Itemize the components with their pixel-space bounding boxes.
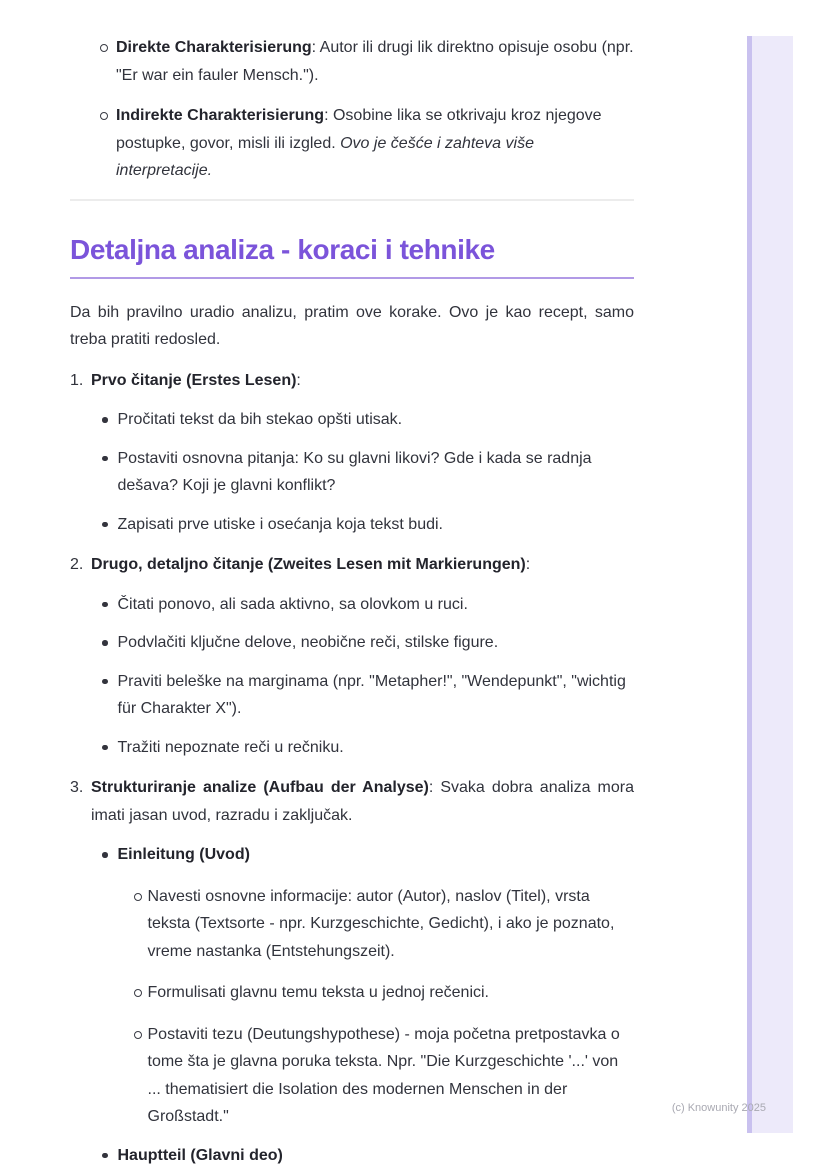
- dot-bullet-icon: [102, 640, 108, 646]
- step-1: [70, 367, 634, 539]
- bullet-text: Čitati ponovo, ali sada aktivno, sa olovkom u ruci.: [117, 595, 468, 613]
- list-item: [70, 34, 634, 89]
- list-item: [70, 102, 634, 185]
- step-title-rest: :: [296, 371, 301, 389]
- step-title-rest: :: [525, 556, 531, 573]
- circle-text: Formulisati glavnu temu teksta u jednoj rečenici.: [147, 984, 489, 1001]
- bullet-item: [70, 406, 634, 434]
- term-note-italic: Ovo je češće i zahteva više interpretacije.: [116, 134, 534, 179]
- subsection-title-bold: Hauptteil (Glavni deo): [117, 1146, 283, 1164]
- subsection-title: [118, 1142, 635, 1170]
- dot-bullet-icon: [102, 456, 108, 462]
- dot-bullet-icon: [102, 602, 108, 608]
- subsection-title-bold: Einleitung (Uvod): [117, 846, 250, 863]
- term-bold: Indirekte Charakterisierung: [116, 107, 325, 124]
- step-3-subsections: [70, 841, 634, 1169]
- bullet-item: [70, 591, 634, 619]
- step-title: [91, 367, 634, 395]
- term-bold: Direkte Charakterisierung: [116, 39, 312, 56]
- section-heading: Detaljna analiza - koraci i tehnike: [70, 233, 634, 279]
- step-2: [70, 551, 634, 761]
- right-accent-bar: [747, 36, 793, 1133]
- characterization-list: [70, 34, 634, 185]
- subsection-body: [118, 841, 635, 1131]
- dot-bullet-icon: [102, 1153, 108, 1159]
- bullet-item: [70, 734, 634, 762]
- subsection-einleitung: [70, 841, 634, 1131]
- step-1-bullets: [70, 406, 634, 538]
- bullet-text: Pročitati tekst da bih stekao opšti utisak.: [117, 411, 403, 428]
- circle-bullet-icon: [134, 1031, 142, 1039]
- step-number: 1.: [70, 371, 84, 389]
- dot-bullet-icon: [102, 745, 108, 751]
- list-item-text: [116, 34, 634, 89]
- bullet-text: Postaviti osnovna pitanja: Ko su glavni likovi? Gde i kada se radnja dešava? Koji je glavni konflikt?: [117, 449, 592, 494]
- circle-item: [118, 1021, 635, 1131]
- bullet-text: Tražiti nepoznate reči u rečniku.: [117, 738, 344, 756]
- bullet-text: Podvlačiti ključne delove, neobične reči, stilske figure.: [117, 634, 499, 651]
- bullet-text: Praviti beleške na marginama (npr. "Metapher!", "Wendepunkt", "wichtig für Charakter X").: [117, 672, 626, 717]
- circle-bullet-icon: [100, 44, 108, 52]
- subsection-title: [118, 841, 635, 869]
- step-3: [70, 774, 634, 1169]
- circle-bullet-icon: [100, 112, 108, 120]
- dot-bullet-icon: [102, 679, 108, 685]
- circle-item: [118, 883, 635, 966]
- dot-bullet-icon: [102, 852, 108, 858]
- step-title-rest: : Svaka dobra analiza mora imati jasan uvod, razradu i zaključak.: [91, 779, 634, 824]
- step-2-bullets: [70, 591, 634, 762]
- step-number: 2.: [70, 556, 84, 573]
- einleitung-circle-list: [118, 883, 635, 1131]
- bullet-item: [70, 445, 634, 500]
- bullet-item: [70, 668, 634, 723]
- dot-bullet-icon: [102, 417, 108, 423]
- circle-bullet-icon: [134, 893, 142, 901]
- step-head: [70, 367, 634, 395]
- subsection-hauptteil: [70, 1142, 634, 1170]
- circle-bullet-icon: [134, 989, 142, 997]
- circle-text: Navesti osnovne informacije: autor (Autor), naslov (Titel), vrsta teksta (Textsorte - npr. Kurzgeschichte, Gedicht), i ako je poznato, vreme nastanka (Entstehungszeit).: [147, 887, 615, 960]
- page-content: [70, 0, 634, 1169]
- bullet-text: Zapisati prve utiske i osećanja koja tekst budi.: [117, 515, 443, 533]
- step-title: [91, 551, 634, 579]
- section-divider: [70, 199, 634, 201]
- step-title-bold: Strukturiranje analize (Aufbau der Analyse): [91, 779, 429, 796]
- dot-bullet-icon: [102, 522, 108, 528]
- circle-text: Postaviti tezu (Deutungshypothese) - moja početna pretpostavka o tome šta je glavna poruka teksta. Npr. "Die Kurzgeschichte '...' von ... thematisiert die Isolation des modernen Menschen in der Großstadt.": [147, 1025, 620, 1125]
- term-description: : Osobine lika se otkrivaju kroz njegove postupke, govor, misli ili izgled.: [116, 107, 602, 152]
- analysis-steps-list: [70, 367, 634, 1170]
- copyright-watermark: (c) Knowunity 2025: [671, 1102, 766, 1114]
- step-title-bold: Prvo čitanje (Erstes Lesen): [91, 371, 297, 389]
- step-title-bold: Drugo, detaljno čitanje (Zweites Lesen mit Markierungen): [91, 556, 526, 573]
- step-title: [91, 774, 634, 829]
- bullet-item: [70, 511, 634, 539]
- step-number: 3.: [70, 779, 84, 796]
- step-head: [70, 774, 634, 829]
- intro-paragraph: Da bih pravilno uradio analizu, pratim ove korake. Ovo je kao recept, samo treba pratiti redosled.: [70, 303, 634, 348]
- term-description: : Autor ili drugi lik direktno opisuje osobu (npr. "Er war ein fauler Mensch.").: [116, 39, 634, 84]
- circle-item: [118, 979, 635, 1007]
- list-item-text: [116, 102, 634, 185]
- step-head: [70, 551, 634, 579]
- bullet-item: [70, 629, 634, 657]
